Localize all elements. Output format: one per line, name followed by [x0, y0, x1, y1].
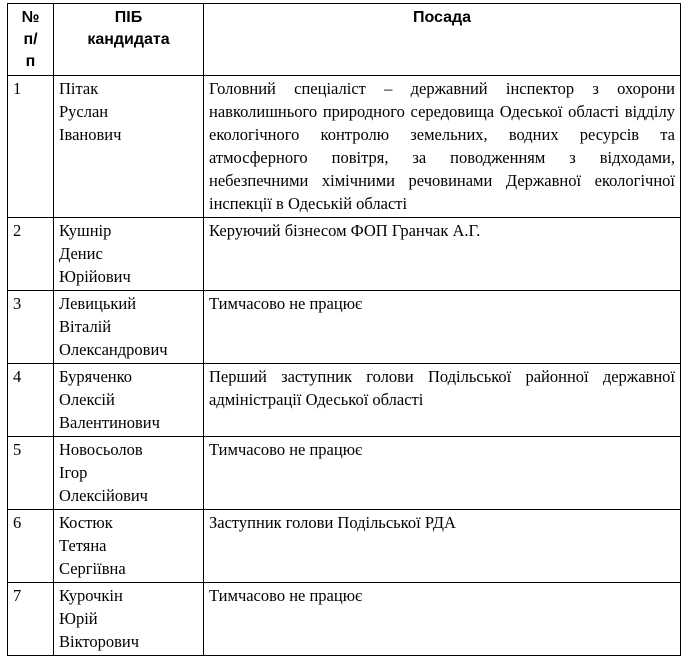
- table-row: [8, 218, 681, 291]
- row-number: 5: [8, 437, 54, 510]
- surname: Буряченко: [59, 367, 133, 386]
- candidates-table: [7, 3, 681, 656]
- row-number: 1: [8, 76, 54, 218]
- surname: Кушнір: [59, 221, 112, 240]
- row-number: 4: [8, 364, 54, 437]
- first-name: Олексій: [59, 390, 115, 409]
- header-number-line: №: [21, 9, 40, 26]
- row-number: 6: [8, 510, 54, 583]
- candidate-name: [54, 218, 204, 291]
- table-row: [8, 364, 681, 437]
- first-name: Тетяна: [59, 536, 107, 555]
- candidate-position: Тимчасово не працює: [204, 583, 681, 656]
- patronymic: Олександрович: [59, 340, 168, 359]
- patronymic: Валентинович: [59, 413, 160, 432]
- row-number: 7: [8, 583, 54, 656]
- patronymic: Іванович: [59, 125, 122, 144]
- candidate-position: Тимчасово не працює: [204, 291, 681, 364]
- table-header-row: [8, 4, 681, 76]
- header-position: Посада: [204, 4, 681, 76]
- candidate-name: [54, 510, 204, 583]
- header-name-line: ПІБ: [114, 9, 143, 26]
- table-row: [8, 510, 681, 583]
- header-number-line: п/: [23, 31, 38, 48]
- row-number: 3: [8, 291, 54, 364]
- surname: Новосьолов: [59, 440, 143, 459]
- surname: Костюк: [59, 513, 113, 532]
- patronymic: Сергіївна: [59, 559, 126, 578]
- candidate-position: Керуючий бізнесом ФОП Гранчак А.Г.: [204, 218, 681, 291]
- candidate-name: [54, 583, 204, 656]
- header-name: [54, 4, 204, 76]
- candidate-name: [54, 291, 204, 364]
- candidate-position: Перший заступник голови Подільської районної державної адміністрації Одеської області: [204, 364, 681, 437]
- first-name: Руслан: [59, 102, 109, 121]
- candidate-name: [54, 76, 204, 218]
- first-name: Денис: [59, 244, 103, 263]
- table-row: [8, 76, 681, 218]
- candidate-position: Головний спеціаліст – державний інспектор з охорони навколишнього природного середовища Одеської області відділу екологічного контролю земельних, водних ресурсів та атмосферного повітря, за поводженням з відходами, небезпечними хімічними речовинами Державної екологічної інспекції в Одеській області: [204, 76, 681, 218]
- header-number-line: п: [25, 53, 36, 70]
- header-number: [8, 4, 54, 76]
- candidate-position: Заступник голови Подільської РДА: [204, 510, 681, 583]
- first-name: Юрій: [59, 609, 98, 628]
- patronymic: Олексійович: [59, 486, 148, 505]
- candidate-position: Тимчасово не працює: [204, 437, 681, 510]
- candidate-name: [54, 364, 204, 437]
- surname: Левицький: [59, 294, 137, 313]
- surname: Курочкін: [59, 586, 123, 605]
- table-row: [8, 583, 681, 656]
- first-name: Віталій: [59, 317, 112, 336]
- first-name: Ігор: [59, 463, 88, 482]
- header-name-line: кандидата: [87, 31, 170, 48]
- patronymic: Вікторович: [59, 632, 140, 651]
- table-row: [8, 437, 681, 510]
- candidate-name: [54, 437, 204, 510]
- table-row: [8, 291, 681, 364]
- patronymic: Юрійович: [59, 267, 131, 286]
- surname: Пітак: [59, 79, 99, 98]
- row-number: 2: [8, 218, 54, 291]
